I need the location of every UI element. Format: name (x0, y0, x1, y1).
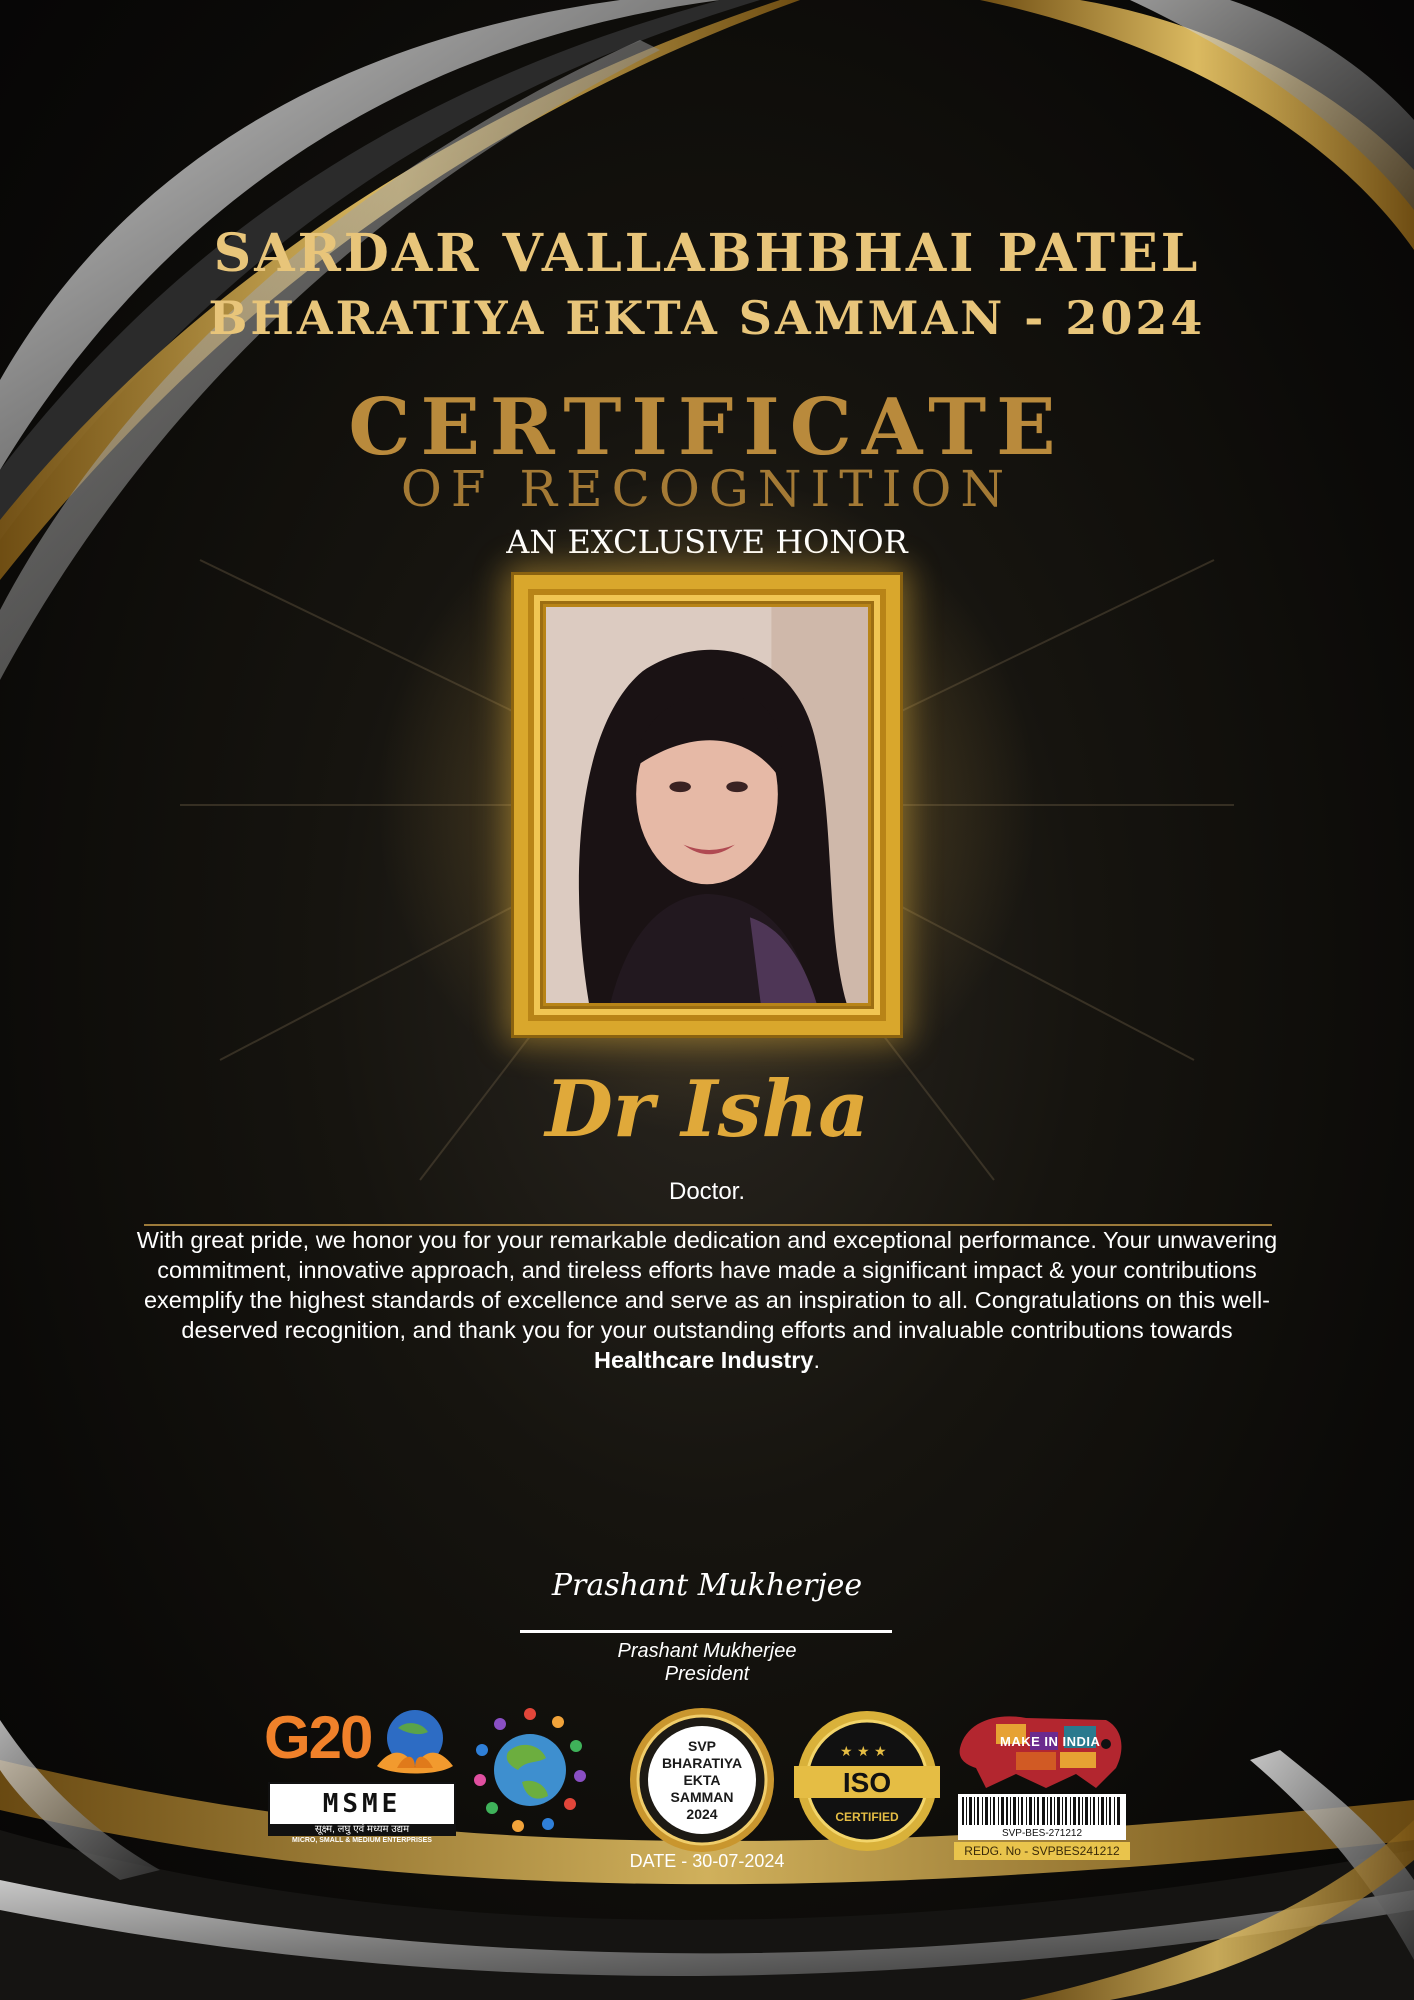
msme-hindi: सूक्ष्म, लघु एवं मध्यम उद्यम (268, 1824, 456, 1836)
citation-end: . (813, 1347, 820, 1373)
photo-frame (514, 575, 900, 1035)
msme-full: MICRO, SMALL & MEDIUM ENTERPRISES (292, 1837, 432, 1844)
certificate-tagline: AN EXCLUSIVE HONOR (506, 523, 908, 561)
iso-label: ISO (842, 1767, 892, 1798)
iso-badge-icon (790, 1706, 944, 1856)
registration-number: REDG. No - SVPBES241212 (954, 1842, 1130, 1860)
make-in-india-logo (956, 1708, 1128, 1792)
signatory-name: Prashant Mukherjee (617, 1640, 797, 1662)
certificate-date: DATE - 30-07-2024 (629, 1851, 785, 1871)
lion-icon (956, 1708, 1128, 1792)
recipient-name: Dr Isha (545, 1064, 869, 1155)
lotus-globe-icon (372, 1706, 458, 1782)
earth-people-icon (470, 1700, 590, 1840)
citation-body: With great pride, we honor you for your remarkable dedication and exceptional performance. Your unwavering commitment, innovative approach, and tireless efforts have made a significant impact & your contributions exemplify the highest standards of excellence and serve as an inspiration to all. Congratulations on this well-deserved recognition, and thank you for your outstanding efforts and invaluable contributions towards (136, 1227, 1278, 1343)
recipient-profession: Doctor. (668, 1178, 746, 1205)
seal-line-3: EKTA (683, 1772, 721, 1788)
make-in-india-label: MAKE IN INDIA (1000, 1734, 1101, 1749)
msme-label: MSME (322, 1789, 402, 1819)
citation-industry: Healthcare Industry (594, 1347, 814, 1373)
certificate-subtitle: OF RECOGNITION (400, 460, 1014, 518)
certificate-title: CERTIFICATE (348, 382, 1066, 473)
recipient-photo (546, 607, 868, 1003)
seal-line-2: BHARATIYA (661, 1755, 743, 1771)
award-title (0, 222, 1414, 350)
seal-line-4: SAMMAN (670, 1789, 734, 1805)
barcode-number: SVP-BES-271212 (958, 1828, 1126, 1840)
g20-msme-logo (262, 1706, 458, 1846)
seal-line-5: 2024 (686, 1806, 718, 1822)
g20-label: G20 (264, 1704, 372, 1771)
signatory-block (0, 1640, 1414, 1686)
barcode-icon (958, 1794, 1126, 1828)
svg-text:★ ★ ★: ★ ★ ★ (840, 1744, 887, 1760)
signatory-title: President (664, 1663, 750, 1685)
citation-text (120, 1225, 1294, 1375)
seal-line-1: SVP (687, 1738, 716, 1754)
iso-certified: CERTIFIED (835, 1810, 899, 1824)
award-title-line2: BHARATIYA EKTA SAMMAN - 2024 (208, 291, 1206, 345)
signature-line (520, 1630, 892, 1633)
seal-badge-icon (628, 1706, 776, 1854)
signature: Prashant Mukherjee (551, 1568, 863, 1603)
award-title-line1: SARDAR VALLABHBHAI PATEL (213, 223, 1201, 284)
